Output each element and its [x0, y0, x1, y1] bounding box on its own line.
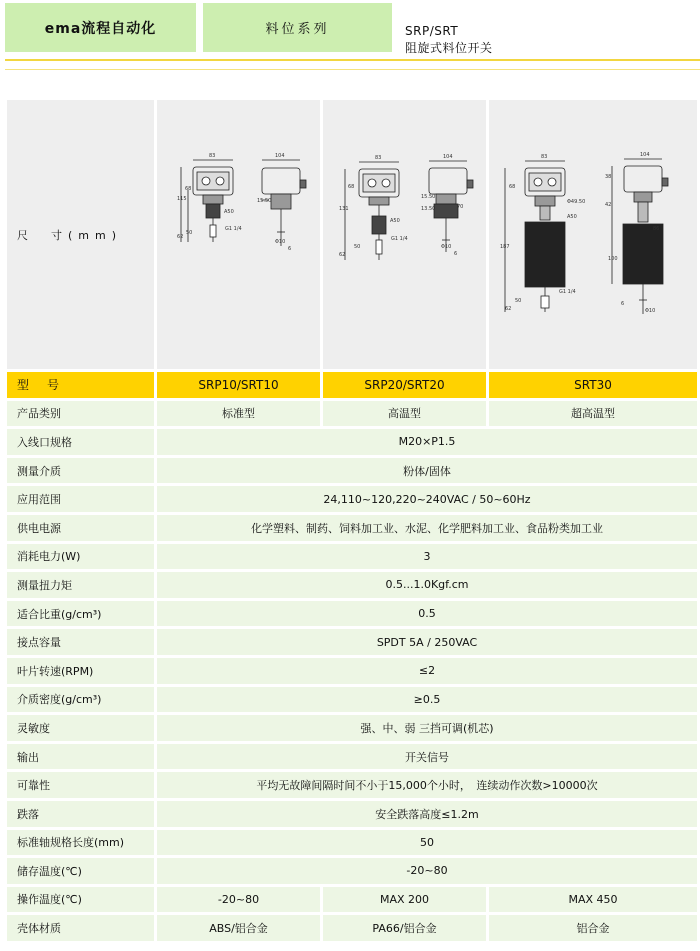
dimension-label: Φ10 [275, 239, 286, 245]
spec-label: 储存温度(℃) [7, 858, 154, 884]
spec-row [7, 658, 697, 684]
spec-table [4, 97, 700, 944]
dimensions-row [7, 100, 697, 369]
spec-row [7, 830, 697, 856]
dimension-label: 50 [186, 230, 193, 236]
dimension-label: G1 1/4 [559, 289, 576, 295]
spec-row [7, 858, 697, 884]
spec-label: 适合比重(g/cm³) [7, 601, 154, 627]
dimension-label: A50 [224, 209, 234, 215]
spec-label: 标准轴规格长度(mm) [7, 830, 154, 856]
spec-label: 介质密度(g/cm³) [7, 687, 154, 713]
spec-row [7, 486, 697, 512]
spec-value: ≥0.5 [157, 687, 697, 713]
spec-value: PA66/铝合金 [323, 915, 486, 941]
spec-row [7, 601, 697, 627]
dimension-label: 38 [605, 174, 612, 180]
dimension-label: G1 1/4 [225, 226, 242, 232]
dimension-label: 15.50 [257, 198, 272, 204]
dimension-label: 83 [375, 155, 382, 161]
dimension-label: 68 [185, 186, 192, 192]
product-name: 阻旋式料位开关 [405, 41, 493, 55]
spec-label: 操作温度(℃) [7, 887, 154, 913]
spec-value: 0.5...1.0Kgf.cm [157, 572, 697, 598]
spec-label: 可靠性 [7, 772, 154, 798]
series-tab [203, 3, 392, 52]
spec-value: 3 [157, 544, 697, 570]
dimension-label: 6 [288, 246, 292, 252]
brand-title: ema流程自动化 [44, 20, 157, 37]
dimension-label: 6 [454, 251, 458, 257]
spec-value: 安全跌落高度≤1.2m [157, 801, 697, 827]
dimension-label: A50 [567, 214, 577, 220]
model-name: SRT30 [489, 372, 697, 398]
dimension-label: 15.50 [421, 194, 436, 200]
model-row [7, 372, 697, 398]
spec-row [7, 458, 697, 484]
header-divider-thin [5, 69, 700, 70]
dimension-label: 104 [275, 153, 285, 159]
drawing-srp20-svg [323, 100, 486, 369]
spec-label: 跌落 [7, 801, 154, 827]
spec-value: -20~80 [157, 858, 697, 884]
spec-value: 24,110~120,220~240VAC / 50~60Hz [157, 486, 697, 512]
dimension-label: 86 [653, 226, 660, 232]
spec-label: 产品类别 [7, 401, 154, 427]
dimension-label: 70 [457, 204, 464, 210]
spec-value: M20×P1.5 [157, 429, 697, 455]
dimension-label: 62 [339, 252, 346, 258]
dimension-label: 6 [621, 301, 625, 307]
dimension-label: 115 [177, 196, 187, 202]
dimension-label: Φ10 [645, 308, 656, 314]
dimension-label: 100 [608, 256, 618, 262]
spec-value: 50 [157, 830, 697, 856]
spec-value: -20~80 [157, 887, 320, 913]
header-divider [5, 59, 700, 61]
dimension-label: 83 [541, 154, 548, 160]
spec-value: 强、中、弱 三挡可调(机芯) [157, 715, 697, 741]
spec-row [7, 744, 697, 770]
spec-row [7, 915, 697, 941]
dimension-label: 131 [339, 206, 349, 212]
spec-row [7, 801, 697, 827]
dimension-label: A50 [390, 218, 400, 224]
spec-value: MAX 200 [323, 887, 486, 913]
dimension-label: 13.50 [421, 206, 436, 212]
spec-label: 供电电源 [7, 515, 154, 541]
spec-value: MAX 450 [489, 887, 697, 913]
model-name: SRP20/SRT20 [323, 372, 486, 398]
dimension-label: 50 [515, 298, 522, 304]
dimension-label: G1 1/4 [391, 236, 408, 242]
spec-row [7, 887, 697, 913]
model-line: SRP/SRT [405, 24, 459, 38]
spec-value: ≤2 [157, 658, 697, 684]
series-title: 料位系列 [265, 22, 330, 37]
spec-label: 接点容量 [7, 629, 154, 655]
dimension-label: Φ10 [441, 244, 452, 250]
spec-value: 化学塑料、制药、饲料加工业、水泥、化学肥料加工业、食品粉类加工业 [157, 515, 697, 541]
dimensions-label: 尺 寸(mm) [7, 100, 154, 369]
drawing-srp10 [157, 100, 320, 369]
drawing-srt30-svg [489, 100, 697, 369]
spec-row [7, 687, 697, 713]
dimension-label: 62 [177, 234, 184, 240]
spec-row [7, 401, 697, 427]
spec-label: 壳体材质 [7, 915, 154, 941]
dimension-label: 50 [354, 244, 361, 250]
spec-label: 叶片转速(RPM) [7, 658, 154, 684]
model-name: SRP10/SRT10 [157, 372, 320, 398]
spec-value: 标准型 [157, 401, 320, 427]
model-label: 型号 [7, 372, 154, 398]
spec-value: 铝合金 [489, 915, 697, 941]
spec-label: 入线口规格 [7, 429, 154, 455]
spec-row [7, 715, 697, 741]
spec-value: 高温型 [323, 401, 486, 427]
brand-tab [5, 3, 196, 52]
drawing-srp20 [323, 100, 486, 369]
spec-value: 平均无故障间隔时间不小于15,000个小时， 连续动作次数>10000次 [157, 772, 697, 798]
dimension-label: 83 [209, 153, 216, 159]
spec-label: 测量扭力矩 [7, 572, 154, 598]
spec-value: 超高温型 [489, 401, 697, 427]
spec-value: 0.5 [157, 601, 697, 627]
spec-value: ABS/铝合金 [157, 915, 320, 941]
dimension-label: 104 [443, 154, 453, 160]
spec-label: 灵敏度 [7, 715, 154, 741]
dimension-label: 187 [500, 244, 510, 250]
dimension-label: 62 [505, 306, 512, 312]
spec-label: 输出 [7, 744, 154, 770]
spec-label: 消耗电力(W) [7, 544, 154, 570]
dimension-label: 104 [640, 152, 650, 158]
dimension-label: 68 [348, 184, 355, 190]
dimension-label: 68 [509, 184, 516, 190]
dimension-label: Φ49.50 [567, 199, 586, 205]
spec-row [7, 572, 697, 598]
spec-label: 测量介质 [7, 458, 154, 484]
spec-value: SPDT 5A / 250VAC [157, 629, 697, 655]
spec-value: 粉体/固体 [157, 458, 697, 484]
spec-value: 开关信号 [157, 744, 697, 770]
spec-row [7, 772, 697, 798]
spec-row [7, 544, 697, 570]
spec-row [7, 629, 697, 655]
dimension-label: 42 [605, 202, 612, 208]
drawing-srp10-svg [157, 100, 320, 369]
drawing-srt30 [489, 100, 697, 369]
spec-row [7, 515, 697, 541]
spec-label: 应用范围 [7, 486, 154, 512]
spec-row [7, 429, 697, 455]
